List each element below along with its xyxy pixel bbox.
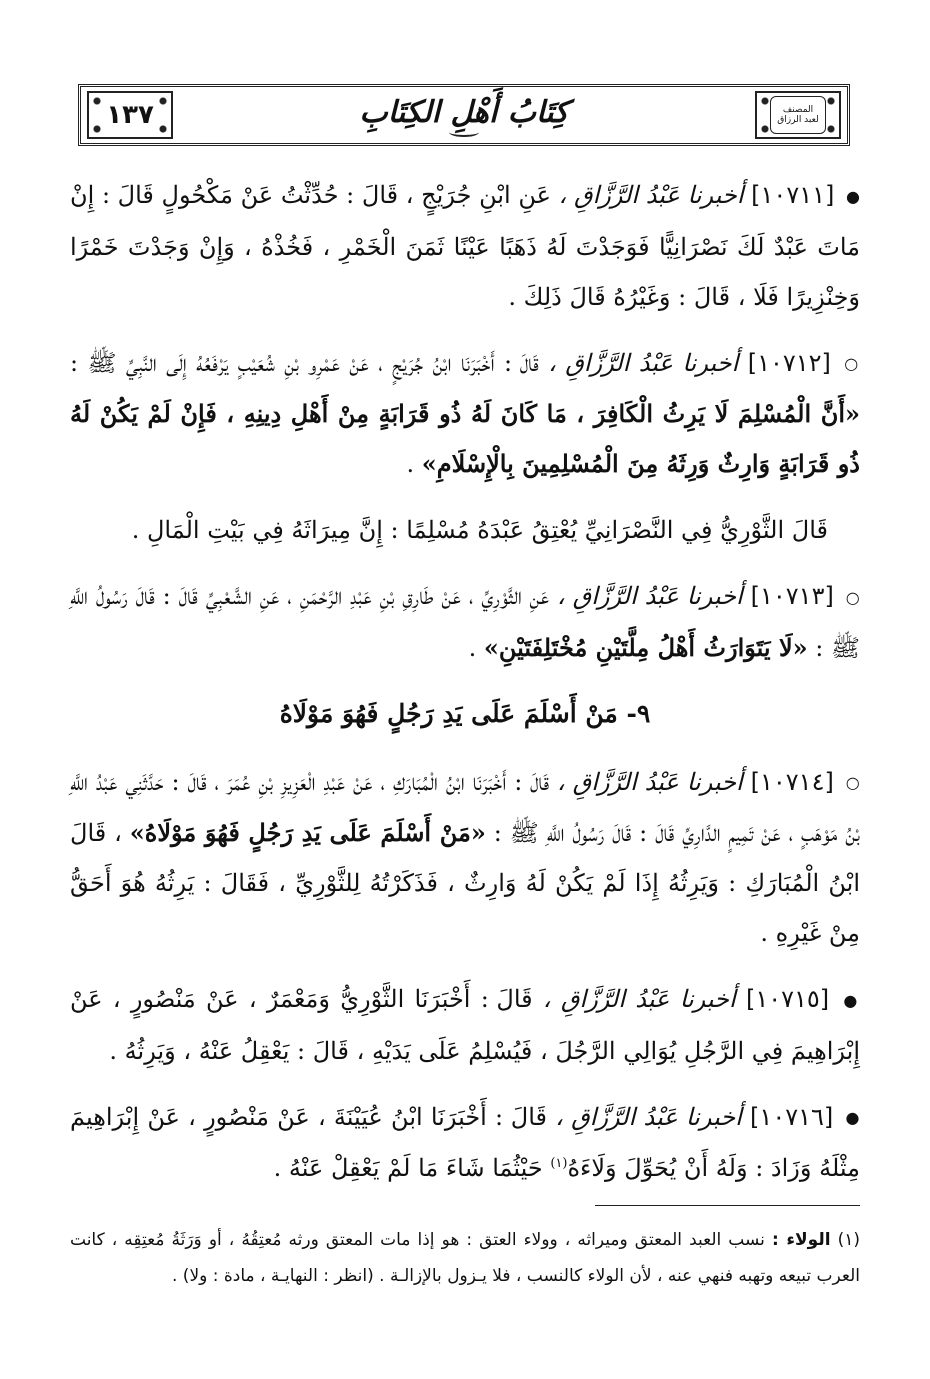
entry-narrator: أخبرنا عَبْدُ الرَّزَّاقِ ، <box>548 348 739 377</box>
seal-line-2: لعبد الرزاق <box>777 115 819 125</box>
footnote <box>70 1222 860 1294</box>
footnote-reference[interactable]: (١) <box>550 1156 568 1171</box>
entry-marker: ○ <box>844 354 860 373</box>
entry-text: قَالَ : أَخْبَرَنَا الثَّوْرِيُّ وَمَعْمَرٌ ، عَنْ مَنْصُورٍ ، عَنْ إِبْرَاهِيمَ فِي الرَّجُلِ يُوَالِي الرَّجُلَ ، فَيُسْلِمُ عَلَى يَدَيْهِ ، قَالَ : يَعْقِلُ عَنْهُ ، وَيَرِثُهُ . <box>70 985 860 1065</box>
entry-marker: ● <box>843 990 860 1010</box>
entry-narrator: أخبرنا عَبْدُ الرَّزَّاقِ ، <box>555 1102 742 1131</box>
entry-narrator: أخبرنا عَبْدُ الرَّزَّاقِ ، <box>542 985 736 1013</box>
entry-after: . <box>468 633 484 662</box>
hadith-text: «مَنْ أَسْلَمَ عَلَى يَدِ رَجُلٍ فَهُوَ مَوْلَاهُ» <box>129 818 486 847</box>
main-text <box>70 170 860 1209</box>
entry-marker: ● <box>845 1108 861 1127</box>
entry-10714 <box>70 757 860 959</box>
page-number: ١٣٧ <box>106 100 154 130</box>
book-seal <box>770 96 826 134</box>
entry-number: [١٠٧١١] <box>751 181 835 209</box>
entry-number: [١٠٧١٢] <box>747 348 831 377</box>
entry-number: [١٠٧١٤] <box>750 767 834 796</box>
entry-text: قَالَ : أَخْبَرَنَا ابْنُ الْمُبَارَكِ ، عَنْ عَبْدِ الْعَزِيزِ بْنِ عُمَرَ ، قَالَ : حَدَّثَنِي عَبْدُ اللَّهِ بْنُ مَوْهَبٍ ، عَنْ تَمِيمٍ الدَّارِيِّ قَالَ : قَالَ رَسُولُ اللَّهِ ﷺ : <box>70 767 860 847</box>
section-heading: ٩- مَنْ أَسْلَمَ عَلَى يَدِ رَجُلٍ فَهُوَ مَوْلَاهُ <box>279 698 651 728</box>
hadith-text: «لَا يَتَوَارَثُ أَهْلُ مِلَّتَيْنِ مُخْتَلِفَتَيْنِ» <box>483 632 808 662</box>
entry-marker: ● <box>846 186 860 206</box>
entry-text: قَالَ : أَخْبَرَنَا ابْنُ عُيَيْنَةَ ، عَنْ مَنْصُورٍ ، عَنْ إِبْرَاهِيمَ مِثْلَهُ وَزَادَ : وَلَهُ أَنْ يُحَوِّلَ وَلَاءَهُ <box>70 1102 860 1182</box>
entry-marker: ○ <box>845 773 860 792</box>
entry-10715 <box>70 974 860 1076</box>
entry-marker: ○ <box>845 587 860 607</box>
page-header <box>78 84 850 146</box>
entry-10711 <box>70 170 860 322</box>
footnote-text: نسب العبد المعتق وميراثه ، وولاء العتق : هو إذا مات المعتق ورثه مُعتِقُهُ ، أو وَرَثَةُ مُعتِقِه ، كانت العرب تبيعه وتهبه فنهي عنه ، لأن الولاء كالنسب ، فلا يـزول بالإزالـة . (انظر : النهايـة ، مادة : ولا) . <box>70 1230 860 1286</box>
footnote-term: الولاء : <box>771 1230 831 1250</box>
title-flourish <box>81 131 847 133</box>
hadith-text: «أَنَّ الْمُسْلِمَ لَا يَرِثُ الْكَافِرَ ، مَا كَانَ لَهُ ذُو قَرَابَةٍ مِنْ أَهْلِ دِينِهِ ، فَإِنْ لَمْ يَكُنْ لَهُ ذُو قَرَابَةٍ وَارِثٌ وَرِثَهُ مِنَ الْمُسْلِمِينَ بِالْإِسْلَامِ» <box>70 399 860 478</box>
entry-10713 <box>70 571 860 673</box>
entry-text: عَنِ ابْنِ جُرَيْجٍ ، قَالَ : حُدِّثْتُ عَنْ مَكْحُولٍ قَالَ : إِنْ مَاتَ عَبْدٌ لَكَ نَصْرَانِيًّا فَوَجَدْتَ لَهُ ذَهَبًا عَيْنًا ثَمَنَ الْخَمْرِ ، فَخُذْهُ ، وَإِنْ وَجَدْتَ خَمْرًا وَخِنْزِيرًا فَلَا ، قَالَ : وَغَيْرُهُ قَالَ ذَلِكَ . <box>70 181 860 311</box>
entry-10716 <box>70 1092 860 1194</box>
seal-line-1: المصنف <box>782 105 814 115</box>
entry-10712-continuation: قَالَ الثَّوْرِيُّ فِي النَّصْرَانِيِّ يُعْتِقُ عَبْدَهُ مُسْلِمًا : إِنَّ مِيرَاثَهُ فِي بَيْتِ الْمَالِ . <box>131 516 828 544</box>
entry-after: حَيْثُمَا شَاءَ مَا لَمْ يَعْقِلْ عَنْهُ . <box>273 1154 551 1182</box>
entry-narrator: أخبرنا عَبْدُ الرَّزَّاقِ ، <box>558 181 744 209</box>
book-title: كِتَابُ أَهْلِ الكِتَابِ <box>359 95 569 130</box>
entry-10712 <box>70 338 860 490</box>
entry-after: . <box>406 450 422 478</box>
footnote-number: (١) <box>837 1230 861 1250</box>
entry-text: عَنِ الثَّوْرِيِّ ، عَنْ طَارِقِ بْنِ عَبْدِ الرَّحْمَنِ ، عَنِ الشَّعْبِيِّ قَالَ : قَالَ رَسُولُ اللَّهِ ﷺ : <box>70 582 860 662</box>
entry-narrator: أخبرنا عَبْدُ الرَّزَّاقِ ، <box>557 767 743 796</box>
entry-text: قَالَ : أَخْبَرَنَا ابْنُ جُرَيْجٍ ، عَنْ عَمْرِو بْنِ شُعَيْبٍ يَرْفَعُهُ إِلَى النَّبِيِّ ﷺ : <box>70 348 539 377</box>
entry-number: [١٠٧١٦] <box>750 1102 834 1131</box>
footnote-divider <box>595 1205 860 1206</box>
entry-narrator: أخبرنا عَبْدُ الرَّزَّاقِ ، <box>556 582 743 610</box>
entry-number: [١٠٧١٣] <box>750 582 834 610</box>
page-number-ornament <box>87 91 173 139</box>
entry-after: ، قَالَ ابْنُ الْمُبَارَكِ : وَيَرِثُهُ إِذَا لَمْ يَكُنْ لَهُ وَارِثٌ ، فَذَكَرْتُهُ لِلثَّوْرِيِّ ، فَقَالَ : يَرِثُهُ هُوَ أَحَقُّ مِنْ غَيْرِهِ . <box>70 819 860 947</box>
entry-number: [١٠٧١٥] <box>745 985 830 1013</box>
